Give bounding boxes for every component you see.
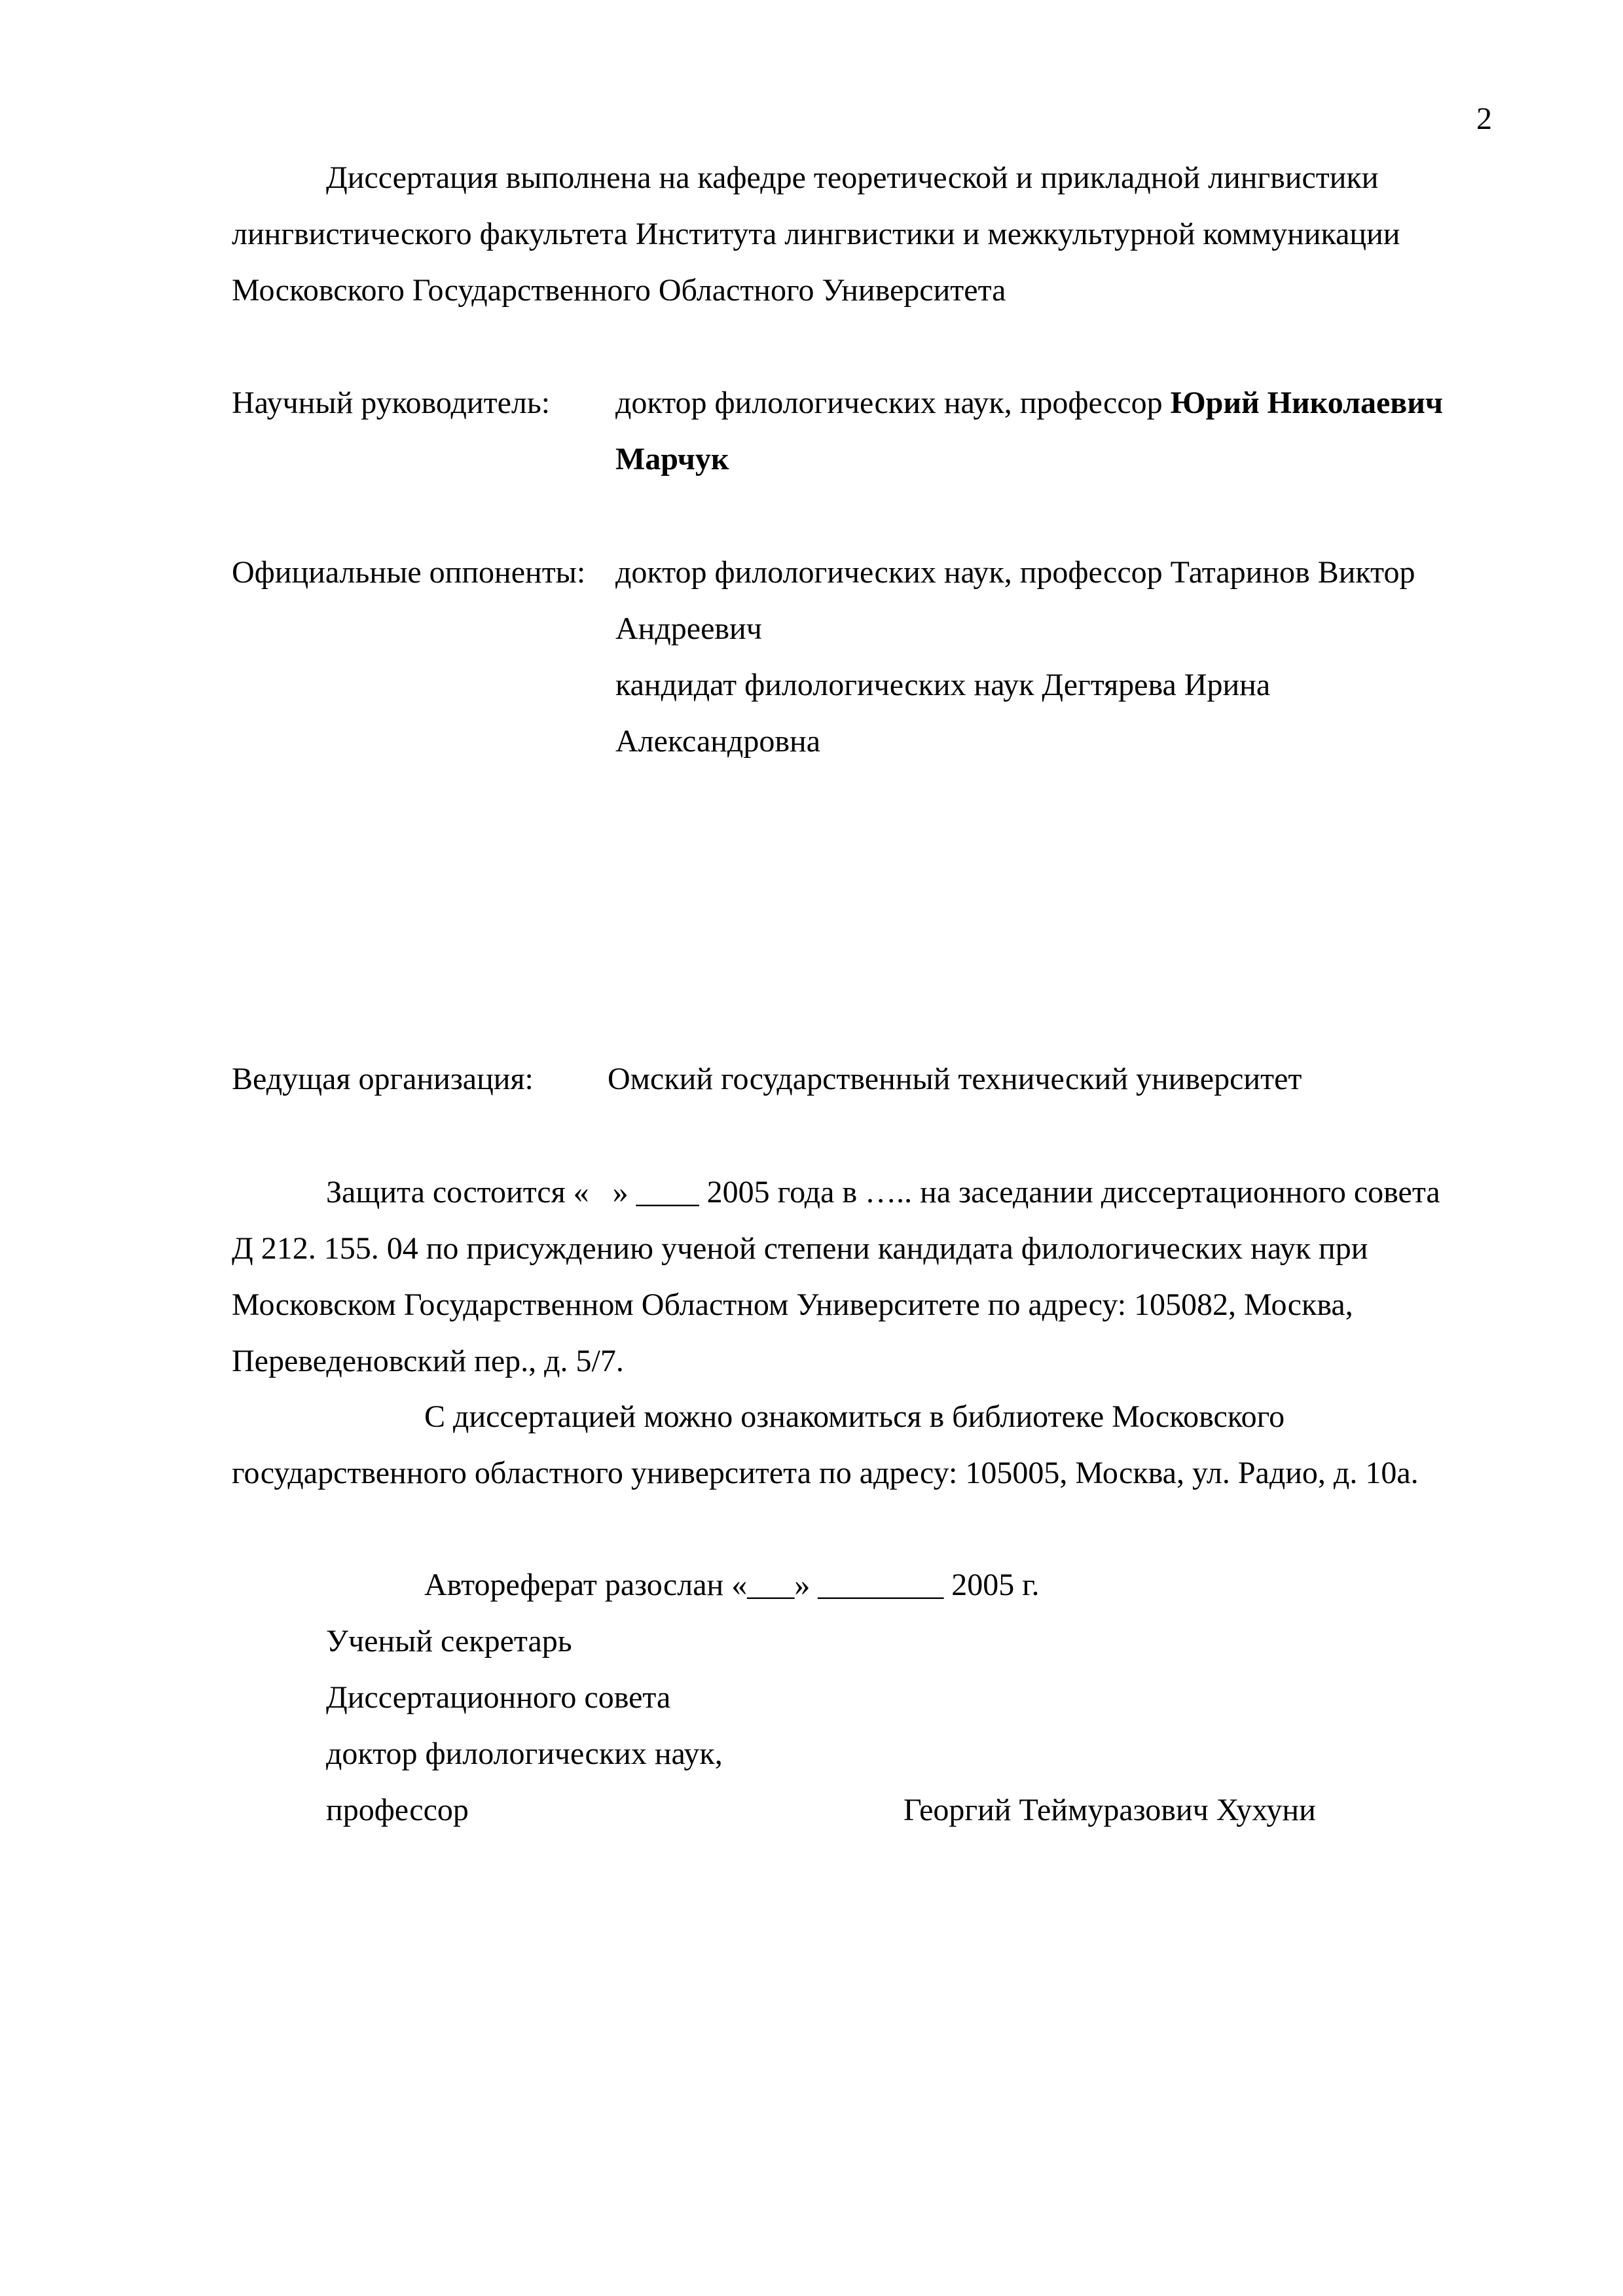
supervisor-degree: доктор филологических наук, профессор: [615, 386, 1171, 420]
secretary-line-4: профессор: [326, 1793, 469, 1827]
opponent-1-line-1: доктор филологических наук, профессор Татаринов Виктор: [615, 555, 1415, 590]
leading-org-value: Омский государственный технический университет: [608, 1062, 1302, 1096]
defense-line-3: Московском Государственном Областном Университете по адресу: 105082, Москва,: [232, 1287, 1353, 1322]
opponent-2-line-2: Александровна: [615, 724, 821, 759]
opponents-label: Официальные оппоненты:: [232, 555, 586, 590]
supervisor-label: Научный руководитель:: [232, 386, 551, 420]
secretary-name: Георгий Теймуразович Хухуни: [903, 1793, 1316, 1827]
supervisor-name-first: Юрий Николаевич: [1170, 386, 1443, 420]
abstract-sent-line: Автореферат разослан «___» ________ 2005 г.: [424, 1568, 1040, 1602]
opponent-1-line-2: Андреевич: [615, 611, 762, 646]
defense-line-4: Переведеновский пер., д. 5/7.: [232, 1344, 624, 1378]
supervisor-line-1: [615, 387, 1443, 419]
intro-line-2: лингвистического факультета Института лингвистики и межкультурной коммуникации: [232, 217, 1400, 251]
intro-line-1: Диссертация выполнена на кафедре теоретической и прикладной лингвистики: [326, 160, 1379, 195]
leading-org-label: Ведущая организация:: [232, 1062, 534, 1096]
intro-line-3: Московского Государственного Областного Университета: [232, 273, 1006, 308]
library-line-2: государственного областного университета по адресу: 105005, Москва, ул. Радио, д. 10а.: [232, 1456, 1419, 1490]
page-number: 2: [1476, 101, 1492, 136]
opponent-2-line-1: кандидат филологических наук Дегтярева Ирина: [615, 668, 1271, 702]
supervisor-name-last: Марчук: [615, 442, 729, 476]
secretary-line-3: доктор филологических наук,: [326, 1736, 723, 1771]
secretary-line-2: Диссертационного совета: [326, 1680, 671, 1715]
secretary-line-1: Ученый секретарь: [326, 1624, 572, 1659]
library-line-1: С диссертацией можно ознакомиться в библиотеке Московского: [424, 1399, 1285, 1434]
defense-line-2: Д 212. 155. 04 по присуждению ученой степени кандидата филологических наук при: [232, 1231, 1368, 1266]
defense-line-1: Защита состоится « » ____ 2005 года в ….. на заседании диссертационного совета: [326, 1175, 1440, 1210]
